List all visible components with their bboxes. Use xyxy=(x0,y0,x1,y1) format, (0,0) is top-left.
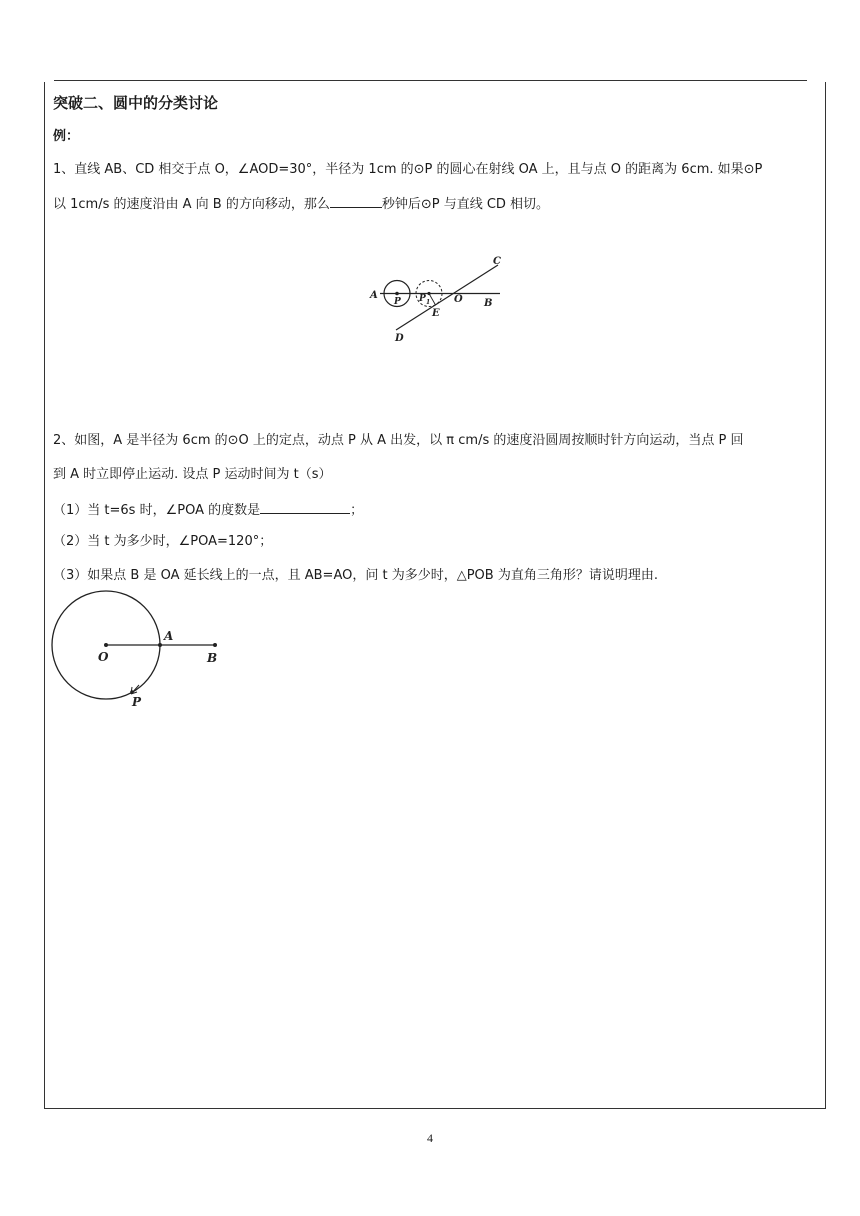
label-p: P xyxy=(394,297,401,307)
point-p xyxy=(395,292,399,296)
point-b xyxy=(213,643,217,647)
problem2-line1: 2、如图，A 是半径为 6cm 的⊙O 上的定点，动点 P 从 A 出发，以 π cm/s 的速度沿圆周按顺时针方向运动，当点 P 回 xyxy=(53,433,744,448)
answer-blank-1[interactable] xyxy=(330,195,382,208)
header-rule xyxy=(54,80,807,81)
problem2-q3: （3）如果点 B 是 OA 延长线上的一点，且 AB=AO，问 t 为多少时，△POB 为直角三角形？请说明理由. xyxy=(53,568,658,583)
problem1-line2-after: 秒钟后⊙P 与直线 CD 相切。 xyxy=(381,197,550,212)
figure-moving-point-circle xyxy=(45,588,235,713)
figure-tangent-circle xyxy=(360,250,520,350)
answer-blank-2[interactable] xyxy=(260,501,350,514)
problem2-q2: （2）当 t 为多少时，∠POA=120°； xyxy=(53,534,273,549)
point-a xyxy=(158,643,162,647)
label-a: A xyxy=(164,629,174,643)
problem2-q1-before: （1）当 t=6s 时，∠POA 的度数是 xyxy=(53,503,261,518)
label-b: B xyxy=(207,651,218,665)
label-b: B xyxy=(484,298,493,309)
problem1-line2 xyxy=(53,195,549,213)
section-title: 突破二、圆中的分类讨论 xyxy=(53,94,219,112)
label-o: O xyxy=(98,650,109,664)
label-c: C xyxy=(493,256,501,267)
label-o: O xyxy=(454,294,463,305)
label-p1: P xyxy=(419,294,426,304)
problem2-q1-after: ； xyxy=(350,503,364,518)
problem2-line2: 到 A 时立即停止运动. 设点 P 运动时间为 t（s） xyxy=(53,467,332,482)
problem2-q1 xyxy=(53,501,363,519)
label-d: D xyxy=(395,333,404,344)
page-number: 4 xyxy=(427,1131,433,1145)
label-p1-sub: 1 xyxy=(426,299,431,306)
problem1-line2-before: 以 1cm/s 的速度沿由 A 向 B 的方向移动，那么 xyxy=(53,197,330,212)
label-p: P xyxy=(132,695,142,709)
line-cd xyxy=(396,265,498,330)
label-a: A xyxy=(370,290,378,301)
point-o xyxy=(104,643,108,647)
problem1-line1: 1、直线 AB、CD 相交于点 O，∠AOD=30°，半径为 1cm 的⊙P 的圆心在射线 OA 上，且与点 O 的距离为 6cm. 如果⊙P xyxy=(53,162,763,177)
example-label: 例： xyxy=(53,129,80,144)
label-e: E xyxy=(432,308,440,319)
arrow-icon xyxy=(131,685,139,694)
